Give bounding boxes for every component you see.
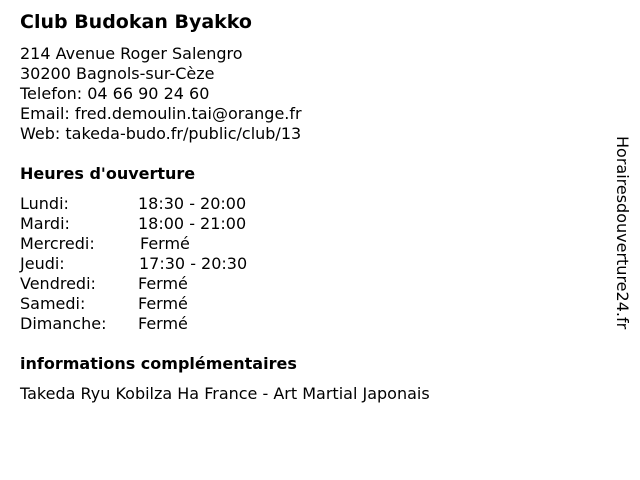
day-label: Mardi: <box>20 214 70 233</box>
day-label: Dimanche: <box>20 314 107 333</box>
day-hours: Fermé <box>138 314 188 333</box>
day-label: Samedi: <box>20 294 86 313</box>
day-label: Mercredi: <box>20 234 95 253</box>
day-label: Lundi: <box>20 194 69 213</box>
club-name: Club Budokan Byakko <box>20 11 252 33</box>
web-text: Web: takeda-budo.fr/public/club/13 <box>20 124 302 143</box>
site-watermark: Horairesdouverture24.fr <box>613 136 632 330</box>
address-city: 30200 Bagnols-sur-Cèze <box>20 64 215 83</box>
hours-heading: Heures d'ouverture <box>20 164 196 183</box>
address-street: 214 Avenue Roger Salengro <box>20 44 243 63</box>
day-hours: Fermé <box>140 234 190 253</box>
contact-block <box>20 44 302 144</box>
day-hours: Fermé <box>138 294 188 313</box>
email-text: Email: fred.demoulin.tai@orange.fr <box>20 104 302 123</box>
info-heading: informations complémentaires <box>20 354 297 373</box>
day-hours: 18:00 - 21:00 <box>138 214 247 233</box>
phone-text: Telefon: 04 66 90 24 60 <box>20 84 210 103</box>
day-hours: 18:30 - 20:00 <box>138 194 247 213</box>
day-label: Jeudi: <box>20 254 65 273</box>
day-label: Vendredi: <box>20 274 96 293</box>
day-hours: Fermé <box>138 274 188 293</box>
day-hours: 17:30 - 20:30 <box>139 254 248 273</box>
info-text: Takeda Ryu Kobilza Ha France - Art Martial Japonais <box>20 384 430 403</box>
